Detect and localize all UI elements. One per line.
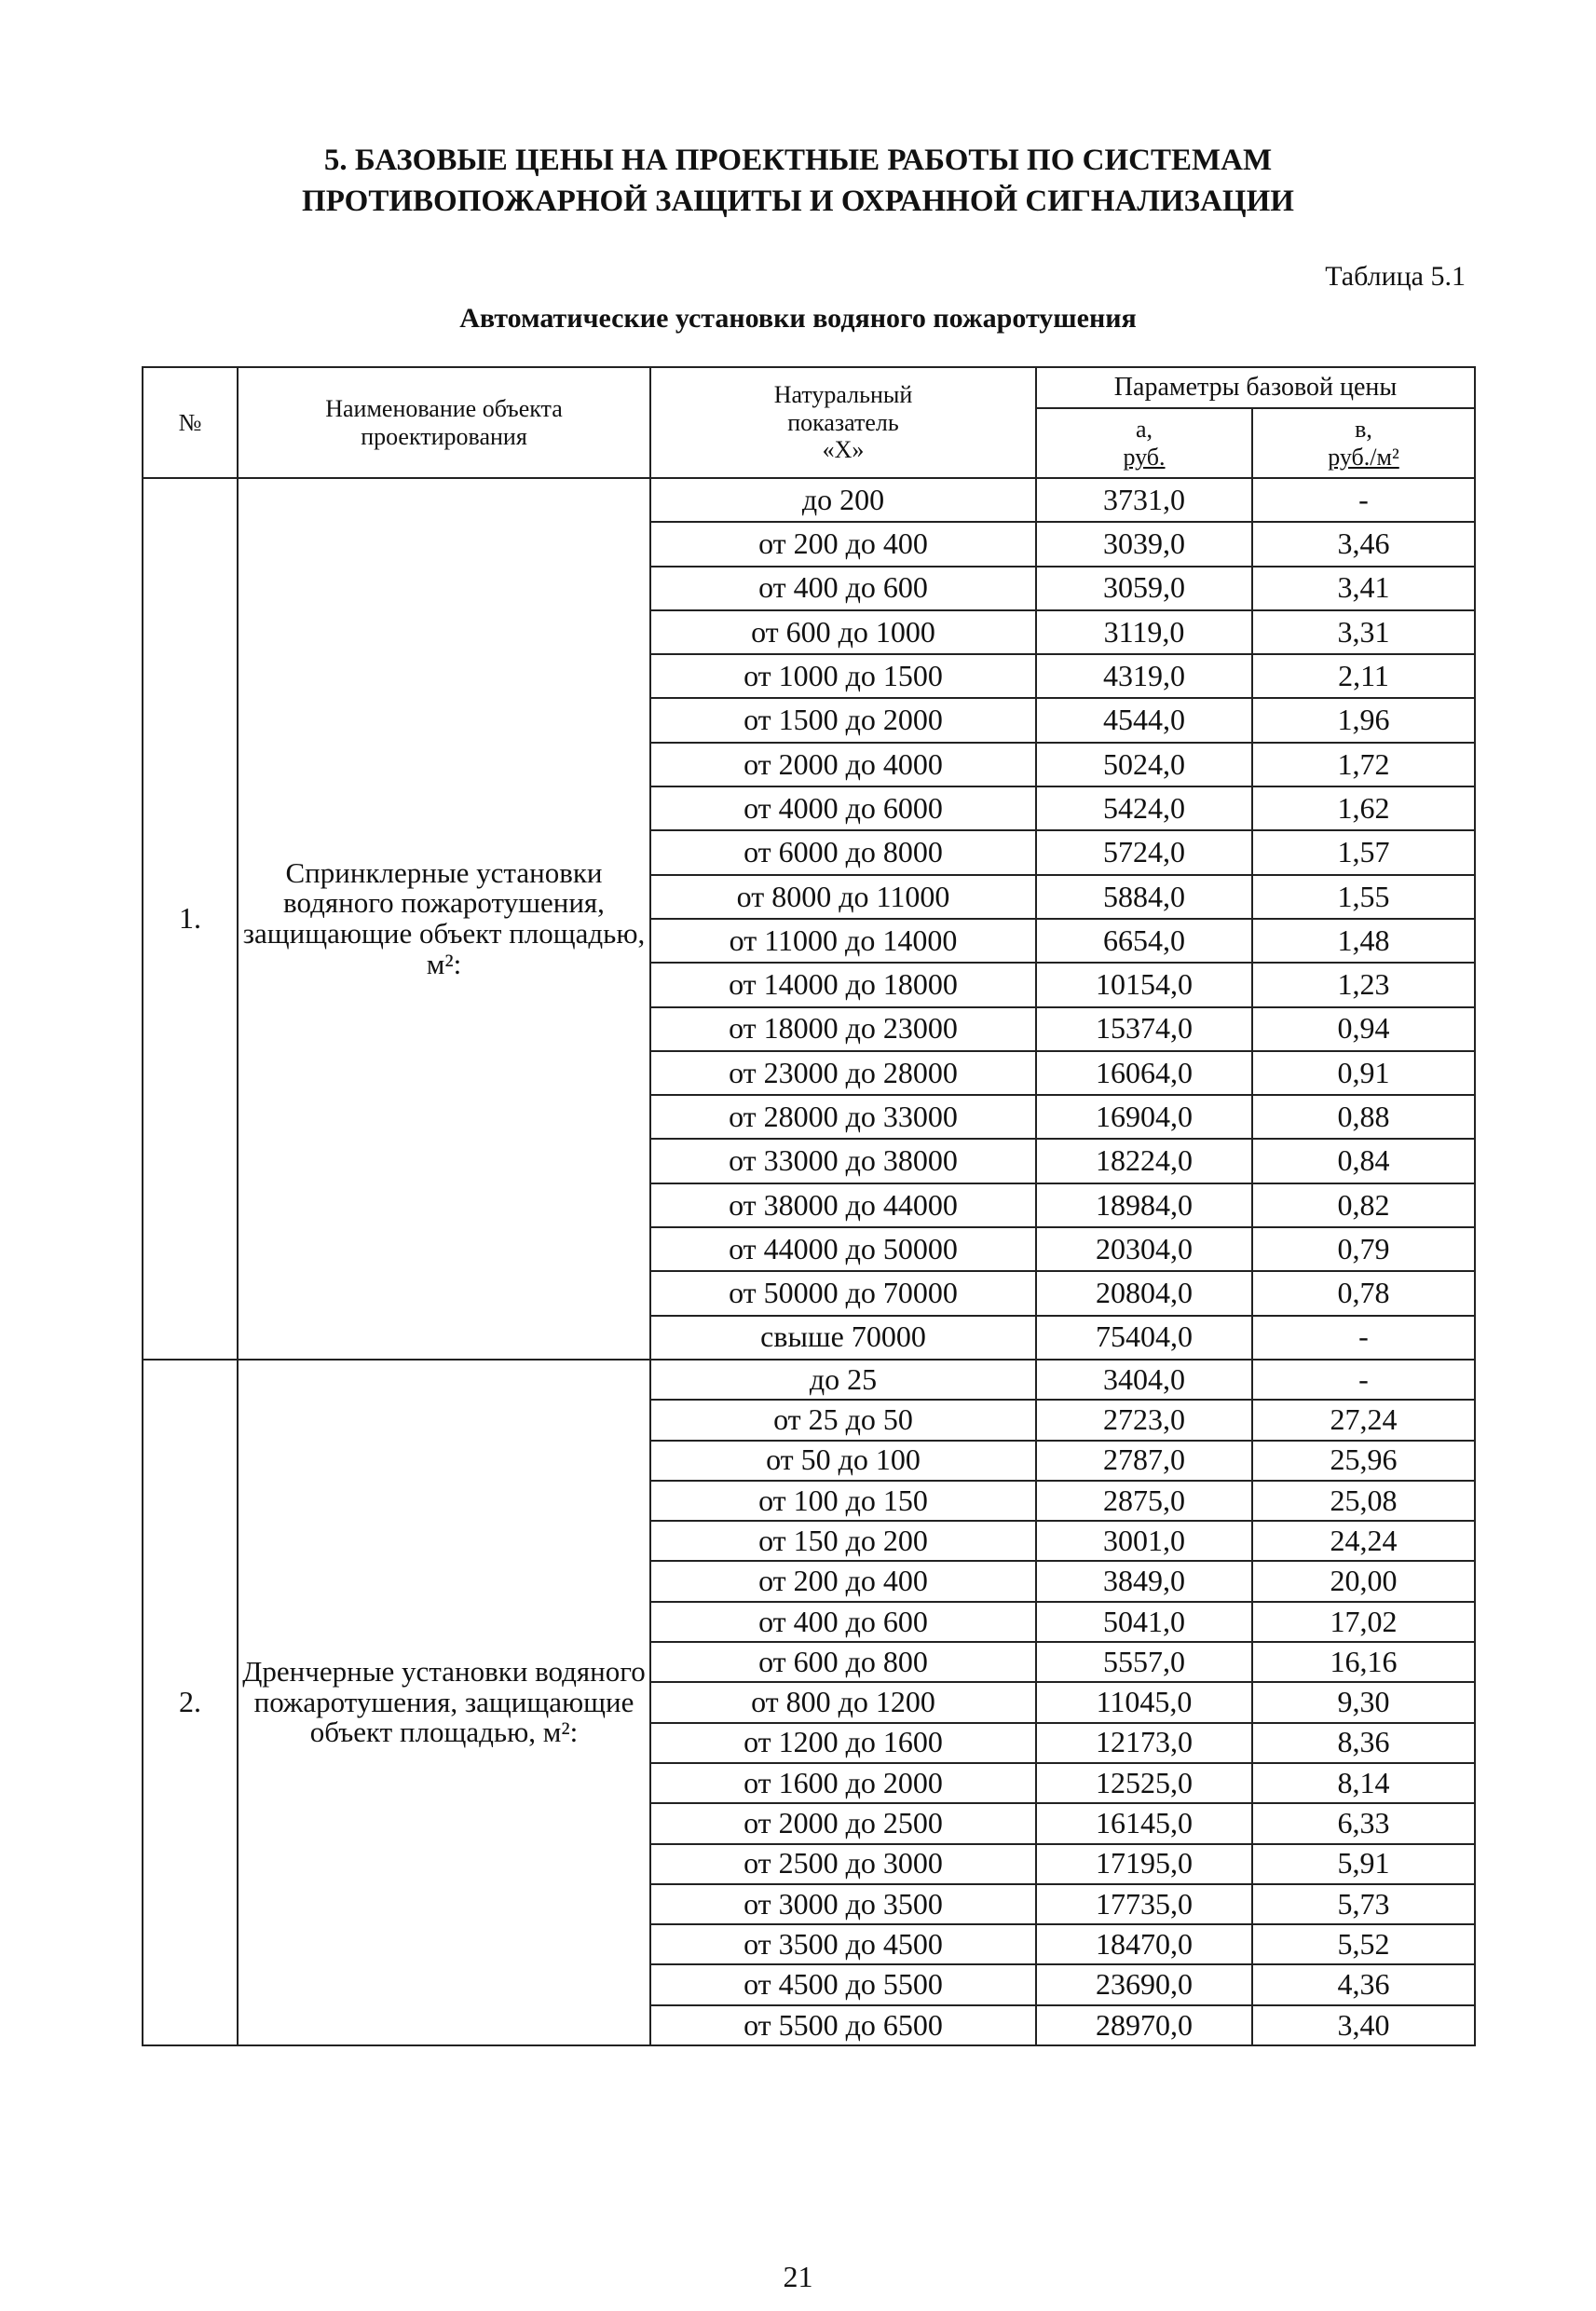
price-a-cell: 28970,0 <box>1036 2005 1252 2045</box>
price-b-cell: 6,33 <box>1252 1803 1475 1843</box>
col-header-name-line-2: проектирования <box>361 422 527 450</box>
price-a-cell: 5724,0 <box>1036 830 1252 874</box>
price-b-cell: 3,31 <box>1252 610 1475 654</box>
price-a-cell: 12173,0 <box>1036 1723 1252 1763</box>
price-b-cell: 25,08 <box>1252 1481 1475 1521</box>
indicator-cell: от 5500 до 6500 <box>650 2005 1036 2045</box>
col-header-params-text: Параметры базовой цены <box>1113 372 1398 402</box>
price-a-cell: 5424,0 <box>1036 786 1252 830</box>
indicator-cell: от 18000 до 23000 <box>650 1007 1036 1051</box>
price-a-cell: 2787,0 <box>1036 1441 1252 1481</box>
price-a-cell: 4544,0 <box>1036 698 1252 742</box>
indicator-cell: от 38000 до 44000 <box>650 1183 1036 1227</box>
row-number: 1. <box>143 478 238 1360</box>
object-name: Дренчерные установки водяного пожаротушения, защищающие объект площадью, м²: <box>238 1360 650 2045</box>
price-a-cell: 18224,0 <box>1036 1139 1252 1183</box>
price-a-cell: 10154,0 <box>1036 963 1252 1006</box>
price-b-cell: 1,72 <box>1252 743 1475 786</box>
price-b-cell: 17,02 <box>1252 1602 1475 1642</box>
col-header-indicator-line-2: показатель <box>787 408 899 436</box>
col-header-b-line-1: в, <box>1355 415 1372 443</box>
table-row <box>143 478 1475 522</box>
indicator-cell: от 100 до 150 <box>650 1481 1036 1521</box>
price-b-cell: 8,14 <box>1252 1763 1475 1803</box>
indicator-cell: свыше 70000 <box>650 1316 1036 1360</box>
price-a-cell: 2723,0 <box>1036 1400 1252 1440</box>
col-header-a <box>1036 408 1252 478</box>
price-b-cell: 1,48 <box>1252 919 1475 963</box>
heading-line-1: 5. БАЗОВЫЕ ЦЕНЫ НА ПРОЕКТНЫЕ РАБОТЫ ПО СИСТЕМАМ <box>323 144 1273 177</box>
price-a-cell: 5041,0 <box>1036 1602 1252 1642</box>
indicator-cell: от 1500 до 2000 <box>650 698 1036 742</box>
price-a-cell: 12525,0 <box>1036 1763 1252 1803</box>
price-b-cell: 0,82 <box>1252 1183 1475 1227</box>
price-b-cell: 3,41 <box>1252 567 1475 610</box>
price-b-cell: 1,23 <box>1252 963 1475 1006</box>
price-b-cell: 0,94 <box>1252 1007 1475 1051</box>
col-header-b-line-2: руб./м² <box>1328 443 1399 471</box>
indicator-cell: от 6000 до 8000 <box>650 830 1036 874</box>
indicator-cell: от 4000 до 6000 <box>650 786 1036 830</box>
indicator-cell: от 33000 до 38000 <box>650 1139 1036 1183</box>
price-a-cell: 17195,0 <box>1036 1844 1252 1884</box>
page-number: 21 <box>783 2260 813 2293</box>
indicator-cell: от 800 до 1200 <box>650 1682 1036 1722</box>
indicator-cell: от 11000 до 14000 <box>650 919 1036 963</box>
price-a-cell: 3404,0 <box>1036 1360 1252 1400</box>
indicator-cell: от 28000 до 33000 <box>650 1095 1036 1139</box>
indicator-cell: от 2500 до 3000 <box>650 1844 1036 1884</box>
price-a-cell: 3039,0 <box>1036 522 1252 566</box>
table-row <box>143 1360 1475 1400</box>
indicator-cell: от 600 до 1000 <box>650 610 1036 654</box>
price-a-cell: 5557,0 <box>1036 1642 1252 1682</box>
indicator-cell: от 600 до 800 <box>650 1642 1036 1682</box>
price-table <box>142 366 1476 2046</box>
table-group-drencher <box>143 1360 1475 2045</box>
price-a-cell: 3001,0 <box>1036 1521 1252 1561</box>
price-b-cell: 2,11 <box>1252 654 1475 698</box>
indicator-cell: от 2000 до 2500 <box>650 1803 1036 1843</box>
price-a-cell: 23690,0 <box>1036 1964 1252 2004</box>
object-name: Спринклерные установки водяного пожаротушения, защищающие объект площадью, м²: <box>238 478 650 1360</box>
price-b-cell: - <box>1252 478 1475 522</box>
price-a-cell: 20304,0 <box>1036 1227 1252 1271</box>
col-header-name <box>238 367 650 478</box>
price-b-cell: 24,24 <box>1252 1521 1475 1561</box>
col-header-num-text: № <box>178 408 202 436</box>
price-b-cell: 1,57 <box>1252 830 1475 874</box>
price-a-cell: 75404,0 <box>1036 1316 1252 1360</box>
indicator-cell: от 400 до 600 <box>650 1602 1036 1642</box>
price-a-cell: 4319,0 <box>1036 654 1252 698</box>
price-b-cell: 25,96 <box>1252 1441 1475 1481</box>
indicator-cell: от 150 до 200 <box>650 1521 1036 1561</box>
indicator-cell: от 44000 до 50000 <box>650 1227 1036 1271</box>
price-b-cell: - <box>1252 1316 1475 1360</box>
price-b-cell: 27,24 <box>1252 1400 1475 1440</box>
price-b-cell: 3,46 <box>1252 522 1475 566</box>
col-header-b <box>1252 408 1475 478</box>
indicator-cell: от 4500 до 5500 <box>650 1964 1036 2004</box>
indicator-cell: от 2000 до 4000 <box>650 743 1036 786</box>
price-a-cell: 18470,0 <box>1036 1924 1252 1964</box>
table-title: Автоматические установки водяного пожаротушения <box>459 303 1137 334</box>
indicator-cell: от 200 до 400 <box>650 1561 1036 1601</box>
price-a-cell: 5024,0 <box>1036 743 1252 786</box>
price-b-cell: 16,16 <box>1252 1642 1475 1682</box>
price-b-cell: 1,62 <box>1252 786 1475 830</box>
price-b-cell: 9,30 <box>1252 1682 1475 1722</box>
price-a-cell: 3059,0 <box>1036 567 1252 610</box>
indicator-cell: от 50 до 100 <box>650 1441 1036 1481</box>
price-a-cell: 2875,0 <box>1036 1481 1252 1521</box>
col-header-a-line-1: а, <box>1135 415 1153 443</box>
indicator-cell: до 200 <box>650 478 1036 522</box>
price-b-cell: - <box>1252 1360 1475 1400</box>
price-a-cell: 3119,0 <box>1036 610 1252 654</box>
col-header-params <box>1036 367 1475 408</box>
price-a-cell: 16064,0 <box>1036 1051 1252 1095</box>
price-a-cell: 5884,0 <box>1036 875 1252 919</box>
price-a-cell: 18984,0 <box>1036 1183 1252 1227</box>
col-header-indicator-line-3: «X» <box>822 436 865 464</box>
price-b-cell: 0,88 <box>1252 1095 1475 1139</box>
indicator-cell: от 8000 до 11000 <box>650 875 1036 919</box>
indicator-cell: от 50000 до 70000 <box>650 1271 1036 1315</box>
price-b-cell: 0,79 <box>1252 1227 1475 1271</box>
indicator-cell: от 1000 до 1500 <box>650 654 1036 698</box>
row-number: 2. <box>143 1360 238 2045</box>
price-a-cell: 15374,0 <box>1036 1007 1252 1051</box>
indicator-cell: от 200 до 400 <box>650 522 1036 566</box>
price-b-cell: 5,91 <box>1252 1844 1475 1884</box>
col-header-a-line-2: руб. <box>1123 443 1166 471</box>
price-b-cell: 5,73 <box>1252 1884 1475 1924</box>
section-heading <box>0 140 1596 222</box>
col-header-indicator <box>650 367 1036 478</box>
indicator-cell: от 14000 до 18000 <box>650 963 1036 1006</box>
price-a-cell: 17735,0 <box>1036 1884 1252 1924</box>
price-a-cell: 16904,0 <box>1036 1095 1252 1139</box>
indicator-cell: от 23000 до 28000 <box>650 1051 1036 1095</box>
price-b-cell: 1,96 <box>1252 698 1475 742</box>
price-b-cell: 8,36 <box>1252 1723 1475 1763</box>
price-a-cell: 16145,0 <box>1036 1803 1252 1843</box>
col-header-num <box>143 367 238 478</box>
price-a-cell: 3731,0 <box>1036 478 1252 522</box>
table-group-sprinkler <box>143 478 1475 1360</box>
price-b-cell: 1,55 <box>1252 875 1475 919</box>
col-header-name-line-1: Наименование объекта <box>325 394 563 422</box>
indicator-cell: от 3000 до 3500 <box>650 1884 1036 1924</box>
indicator-cell: от 1200 до 1600 <box>650 1723 1036 1763</box>
price-b-cell: 3,40 <box>1252 2005 1475 2045</box>
price-a-cell: 3849,0 <box>1036 1561 1252 1601</box>
indicator-cell: от 1600 до 2000 <box>650 1763 1036 1803</box>
indicator-cell: от 25 до 50 <box>650 1400 1036 1440</box>
indicator-cell: от 3500 до 4500 <box>650 1924 1036 1964</box>
price-b-cell: 0,91 <box>1252 1051 1475 1095</box>
indicator-cell: от 400 до 600 <box>650 567 1036 610</box>
price-a-cell: 20804,0 <box>1036 1271 1252 1315</box>
table-header <box>143 367 1475 478</box>
price-b-cell: 4,36 <box>1252 1964 1475 2004</box>
price-b-cell: 20,00 <box>1252 1561 1475 1601</box>
indicator-cell: до 25 <box>650 1360 1036 1400</box>
price-b-cell: 0,84 <box>1252 1139 1475 1183</box>
table-number-label: Таблица 5.1 <box>1325 261 1466 292</box>
col-header-indicator-line-1: Натуральный <box>773 380 913 408</box>
heading-line-2: ПРОТИВОПОЖАРНОЙ ЗАЩИТЫ И ОХРАННОЙ СИГНАЛИЗАЦИИ <box>302 185 1294 218</box>
price-a-cell: 6654,0 <box>1036 919 1252 963</box>
price-b-cell: 5,52 <box>1252 1924 1475 1964</box>
price-b-cell: 0,78 <box>1252 1271 1475 1315</box>
price-a-cell: 11045,0 <box>1036 1682 1252 1722</box>
